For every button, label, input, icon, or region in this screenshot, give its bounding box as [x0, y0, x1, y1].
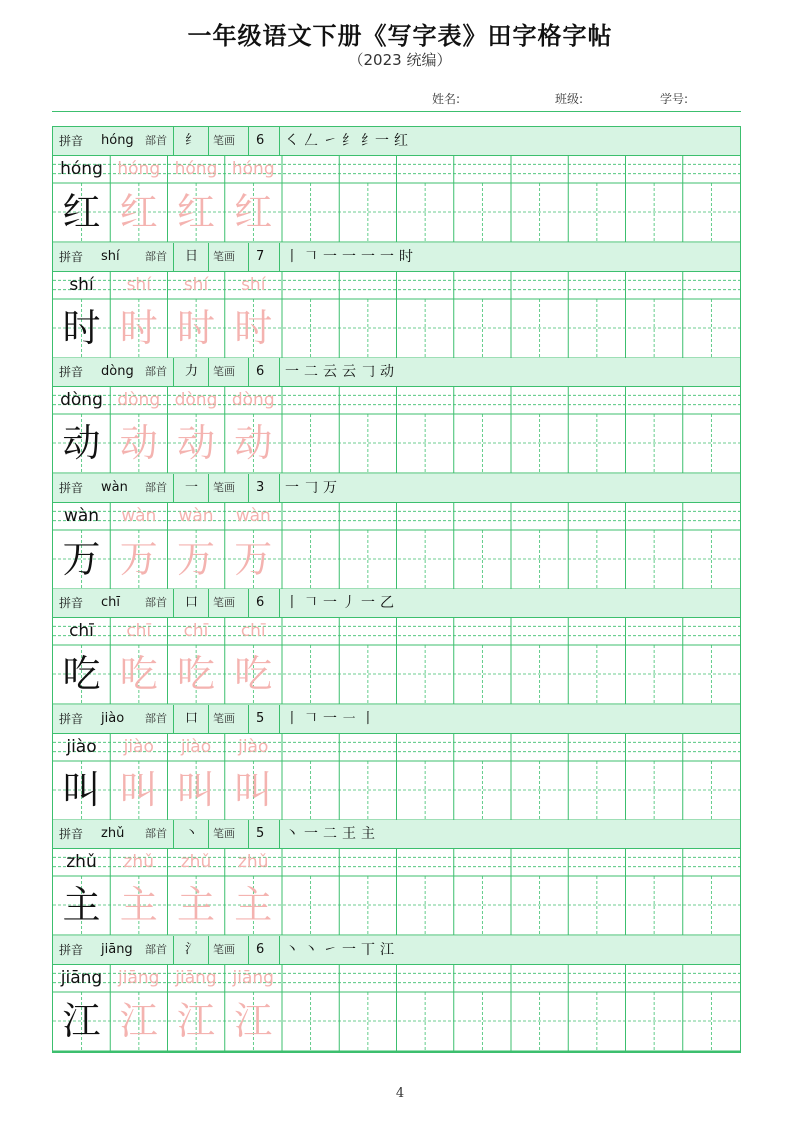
model-character: 红	[62, 190, 101, 234]
model-pinyin: wàn	[63, 505, 100, 526]
model-character: 叫	[62, 767, 101, 812]
radical-value: 日	[185, 248, 199, 264]
stroke-step: 𠃍	[304, 248, 318, 265]
trace-character: 江	[176, 998, 215, 1043]
header-divider	[248, 936, 249, 964]
header-divider	[208, 243, 209, 271]
stroke-step: 一	[323, 710, 337, 727]
model-pinyin: hóng	[60, 159, 103, 179]
trace-character: 叫	[119, 767, 158, 812]
stroke-count-value: 6	[256, 941, 265, 957]
radical-label: 部首	[145, 711, 167, 725]
model-pinyin: chī	[69, 621, 94, 641]
header-divider	[279, 589, 280, 617]
stroke-step: ㇀	[323, 133, 337, 149]
character-section	[53, 820, 740, 936]
trace-character: 万	[119, 536, 158, 581]
pinyin-value: hóng	[101, 133, 134, 148]
trace-character: 时	[119, 305, 158, 350]
strokes-label: 笔画	[213, 596, 235, 609]
header-divider	[248, 127, 249, 155]
stroke-step: 王	[342, 826, 356, 842]
character-section	[53, 474, 740, 590]
trace-character: 吃	[119, 652, 158, 696]
header-divider	[173, 936, 174, 964]
strokes-label: 笔画	[213, 942, 235, 956]
page-subtitle: （2023 统编）	[348, 51, 452, 69]
radical-value: 丶	[185, 826, 199, 841]
stroke-order-sequence	[285, 129, 413, 153]
strokes-label: 笔画	[213, 249, 235, 263]
stroke-step: 一	[342, 941, 356, 958]
trace-character: 红	[176, 190, 215, 234]
header-rule	[52, 111, 741, 112]
stroke-step: 主	[361, 826, 375, 842]
trace-pinyin: shí	[183, 274, 209, 295]
trace-pinyin: jiāng	[232, 967, 274, 988]
header-divider	[173, 127, 174, 155]
stroke-step: 万	[323, 479, 337, 496]
character-section	[53, 589, 740, 705]
trace-pinyin: wàn	[121, 505, 157, 526]
header-divider	[208, 936, 209, 964]
header-divider	[173, 705, 174, 733]
stroke-step: 二	[304, 364, 318, 380]
trace-pinyin: jiāng	[175, 967, 217, 988]
stroke-step: 丨	[285, 248, 299, 265]
header-divider	[208, 589, 209, 617]
radical-value: 纟	[185, 133, 199, 148]
trace-pinyin: shí	[241, 274, 266, 295]
header-divider	[279, 243, 280, 271]
pinyin-label: 拼音	[59, 480, 84, 495]
stroke-step: 𠃍	[304, 595, 318, 611]
trace-pinyin: jiāng	[118, 967, 160, 988]
trace-character: 时	[176, 305, 215, 350]
stroke-order-sequence	[285, 360, 399, 384]
radical-value: 一	[185, 479, 199, 495]
model-pinyin: shí	[69, 274, 94, 295]
trace-character: 时	[234, 305, 273, 350]
trace-character: 吃	[176, 652, 215, 696]
header-divider	[173, 358, 174, 386]
trace-pinyin: dòng	[231, 390, 275, 410]
stroke-step: 一	[380, 248, 394, 265]
student-id-label: 学号:	[660, 92, 689, 106]
pinyin-label: 拼音	[59, 134, 84, 148]
stroke-step: ㇀	[323, 941, 337, 958]
pinyin-value: dòng	[101, 364, 134, 379]
strokes-label: 笔画	[213, 365, 235, 378]
header-divider	[208, 358, 209, 386]
stroke-step: 丶	[304, 941, 318, 958]
trace-character: 主	[176, 883, 215, 927]
header-divider	[248, 474, 249, 502]
trace-character: 吃	[234, 652, 273, 696]
stroke-count-value: 5	[256, 710, 265, 726]
pinyin-label: 拼音	[59, 596, 84, 610]
radical-value: 氵	[185, 941, 199, 957]
trace-pinyin: chī	[183, 621, 209, 641]
model-character: 动	[62, 421, 101, 465]
stroke-step: 一	[304, 826, 318, 842]
pinyin-label: 拼音	[59, 942, 84, 957]
header-divider	[279, 820, 280, 848]
stroke-order-sequence	[285, 822, 380, 846]
trace-character: 主	[119, 883, 158, 927]
trace-pinyin: jiào	[238, 736, 269, 757]
stroke-step: 云	[323, 364, 337, 380]
trace-pinyin: dòng	[117, 390, 161, 410]
trace-pinyin: hóng	[174, 159, 218, 179]
trace-character: 叫	[176, 767, 215, 812]
character-section	[53, 705, 740, 821]
trace-character: 主	[234, 883, 273, 927]
stroke-step: 纟	[342, 133, 356, 149]
page-number: 4	[395, 1086, 405, 1101]
header-divider	[248, 589, 249, 617]
pinyin-label: 拼音	[59, 249, 84, 264]
stroke-count-value: 6	[256, 595, 265, 610]
character-header	[53, 705, 740, 734]
trace-pinyin: zhǔ	[180, 852, 212, 872]
header-divider	[173, 243, 174, 271]
trace-pinyin: dòng	[174, 390, 218, 410]
stroke-step: 红	[394, 133, 408, 149]
model-pinyin: zhǔ	[66, 852, 97, 872]
stroke-step: 二	[323, 826, 337, 842]
stroke-step: 一	[285, 479, 299, 496]
header-divider	[248, 358, 249, 386]
trace-character: 红	[119, 190, 158, 234]
stroke-step: 一	[323, 595, 337, 611]
model-character: 时	[62, 305, 101, 350]
header-divider	[248, 243, 249, 271]
header-divider	[248, 705, 249, 733]
stroke-step: 江	[380, 941, 394, 958]
trace-pinyin: wàn	[235, 505, 271, 526]
trace-pinyin: jiào	[180, 736, 212, 757]
stroke-step: 一	[323, 248, 337, 265]
radical-label: 部首	[145, 596, 167, 609]
stroke-order-sequence	[285, 591, 399, 615]
character-section	[53, 358, 740, 474]
model-pinyin: dòng	[60, 390, 103, 410]
trace-pinyin: zhǔ	[123, 852, 154, 872]
trace-character: 江	[119, 998, 158, 1043]
pinyin-value: jiāng	[101, 941, 133, 957]
name-label: 姓名:	[432, 92, 461, 106]
model-pinyin: jiào	[66, 736, 97, 757]
trace-character: 红	[234, 190, 273, 234]
character-header	[53, 358, 740, 387]
stroke-step: 云	[342, 364, 356, 380]
stroke-order-sequence	[285, 707, 380, 731]
radical-label: 部首	[145, 249, 167, 263]
practice-sheet	[52, 126, 741, 1052]
model-character: 江	[62, 998, 101, 1043]
strokes-label: 笔画	[213, 480, 235, 494]
trace-character: 叫	[234, 767, 273, 812]
character-header	[53, 936, 740, 965]
header-divider	[279, 474, 280, 502]
radical-value: 力	[185, 364, 199, 379]
trace-pinyin: hóng	[231, 159, 275, 179]
stroke-count-value: 7	[256, 248, 265, 264]
stroke-step: 丨	[285, 595, 299, 611]
stroke-step: 丶	[285, 826, 299, 842]
stroke-count-value: 6	[256, 133, 265, 148]
radical-label: 部首	[145, 942, 167, 956]
header-divider	[279, 127, 280, 155]
trace-pinyin: jiào	[123, 736, 154, 757]
stroke-step: 𠃌	[304, 479, 318, 496]
radical-value: 口	[185, 710, 199, 726]
trace-character: 动	[119, 421, 158, 465]
header-divider	[208, 474, 209, 502]
stroke-order-sequence	[285, 476, 342, 500]
pinyin-value: chī	[101, 595, 120, 610]
trace-pinyin: shí	[126, 274, 151, 295]
character-header	[53, 820, 740, 849]
model-character: 万	[62, 536, 101, 581]
stroke-step: 丅	[361, 941, 375, 958]
header-divider	[208, 820, 209, 848]
stroke-step: 丿	[342, 595, 356, 611]
trace-pinyin: zhǔ	[238, 852, 269, 872]
stroke-step: 纟一	[361, 133, 389, 149]
pinyin-label: 拼音	[59, 711, 84, 726]
class-label: 班级:	[555, 92, 584, 106]
page-title: 一年级语文下册《写字表》田字格字帖	[187, 22, 613, 50]
pinyin-label: 拼音	[59, 827, 84, 841]
stroke-step: 𠃋	[304, 133, 318, 149]
radical-label: 部首	[145, 134, 167, 147]
character-section	[53, 127, 740, 243]
model-character: 主	[62, 883, 101, 927]
trace-character: 万	[176, 536, 215, 581]
radical-label: 部首	[145, 480, 167, 494]
strokes-label: 笔画	[213, 827, 235, 840]
trace-pinyin: chī	[126, 621, 152, 641]
strokes-label: 笔画	[213, 134, 235, 147]
character-section	[53, 936, 740, 1052]
trace-pinyin: wàn	[178, 505, 214, 526]
header-divider	[208, 127, 209, 155]
character-header	[53, 589, 740, 618]
strokes-label: 笔画	[213, 711, 235, 725]
stroke-count-value: 3	[256, 479, 265, 495]
header-divider	[279, 358, 280, 386]
stroke-step: 丶	[285, 941, 299, 958]
pinyin-value: wàn	[101, 479, 128, 495]
radical-label: 部首	[145, 365, 167, 378]
stroke-count-value: 6	[256, 364, 265, 379]
pinyin-value: shí	[101, 248, 120, 264]
stroke-step: 𠃍	[304, 710, 318, 727]
stroke-step: 一	[361, 595, 375, 611]
pinyin-value: zhǔ	[101, 826, 125, 841]
radical-value: 口	[185, 595, 199, 610]
character-section	[53, 243, 740, 359]
stroke-step: 时	[399, 248, 413, 265]
radical-label: 部首	[145, 827, 167, 840]
model-pinyin: jiāng	[60, 967, 103, 988]
stroke-step: 丨	[361, 710, 375, 727]
trace-character: 江	[234, 998, 273, 1043]
stroke-step: 一	[285, 364, 299, 380]
header-divider	[279, 705, 280, 733]
trace-character: 动	[176, 421, 215, 465]
character-header	[53, 474, 740, 503]
pinyin-label: 拼音	[59, 365, 84, 379]
header-divider	[279, 936, 280, 964]
stroke-step: 乙	[380, 595, 394, 611]
character-header	[53, 243, 740, 272]
header-divider	[173, 820, 174, 848]
trace-pinyin: hóng	[117, 159, 161, 179]
header-divider	[208, 705, 209, 733]
model-character: 吃	[62, 652, 101, 696]
trace-character: 万	[234, 536, 273, 581]
stroke-order-sequence	[285, 938, 399, 962]
stroke-step: 𠃌	[361, 364, 375, 380]
character-header	[53, 127, 740, 156]
stroke-count-value: 5	[256, 826, 265, 841]
stroke-step: ㇛	[285, 133, 299, 149]
trace-character: 动	[234, 421, 273, 465]
header-divider	[173, 474, 174, 502]
stroke-order-sequence	[285, 245, 418, 269]
header-divider	[173, 589, 174, 617]
trace-pinyin: chī	[240, 621, 266, 641]
header-divider	[248, 820, 249, 848]
stroke-step: 一	[361, 248, 375, 265]
stroke-step: 丨	[285, 710, 299, 727]
stroke-step: 动	[380, 364, 394, 380]
pinyin-value: jiào	[101, 710, 125, 726]
stroke-step: ㇐	[342, 710, 356, 727]
footer-rule	[52, 1052, 741, 1053]
stroke-step: 一	[342, 248, 356, 265]
